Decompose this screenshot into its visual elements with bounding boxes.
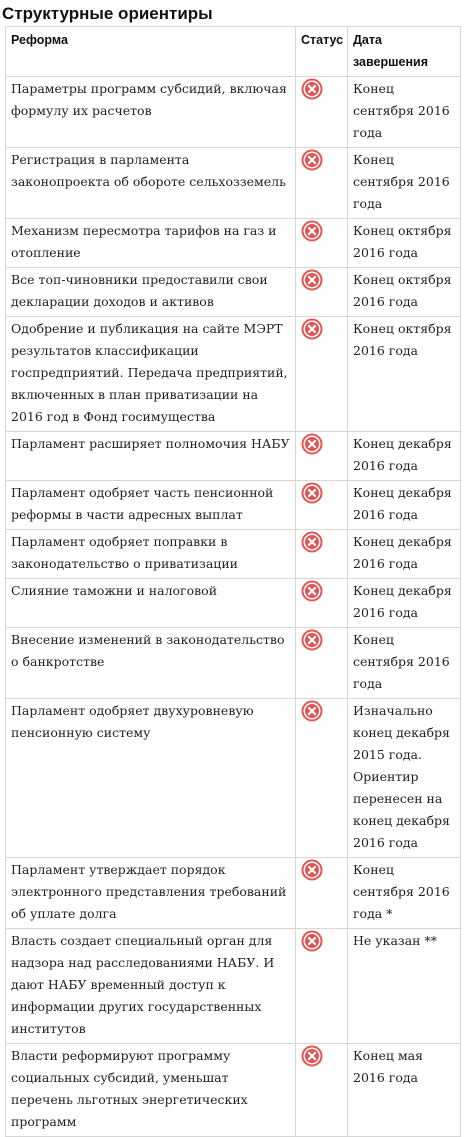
reform-cell: Механизм пересмотра тарифов на газ и отопление xyxy=(6,219,296,268)
red-cross-circle-icon xyxy=(301,700,323,722)
red-cross-circle-icon xyxy=(301,269,323,291)
table-row xyxy=(6,628,461,699)
reform-cell: Парламент утверждает порядок электронного представления требований об уплате долга xyxy=(6,858,296,929)
header-reform: Реформа xyxy=(6,27,296,77)
status-cell xyxy=(296,432,348,481)
status-cell xyxy=(296,530,348,579)
reform-cell: Все топ-чиновники предоставили свои декларации доходов и активов xyxy=(6,268,296,317)
date-cell: Конец сентября 2016 года xyxy=(348,628,461,699)
table-row xyxy=(6,317,461,432)
reform-cell: Власть создает специальный орган для надзора над расследованиями НАБУ. И дают НАБУ временный доступ к информации других государственных институтов xyxy=(6,929,296,1044)
red-cross-circle-icon xyxy=(301,930,323,952)
reform-cell: Парламент одобряет часть пенсионной реформы в части адресных выплат xyxy=(6,481,296,530)
status-cell xyxy=(296,148,348,219)
red-cross-circle-icon xyxy=(301,859,323,881)
date-cell: Не указан ** xyxy=(348,929,461,1044)
date-cell: Изначально конец декабря 2015 года. Ориентир перенесен на конец декабря 2016 года xyxy=(348,699,461,858)
table-row xyxy=(6,481,461,530)
table-row xyxy=(6,219,461,268)
date-cell: Конец октября 2016 года xyxy=(348,268,461,317)
date-cell: Конец сентября 2016 года xyxy=(348,148,461,219)
table-row xyxy=(6,699,461,858)
reform-cell: Внесение изменений в законодательство о банкротстве xyxy=(6,628,296,699)
red-cross-circle-icon xyxy=(301,149,323,171)
table-header-row xyxy=(6,27,461,77)
header-date: Дата завершения xyxy=(348,27,461,77)
table-row xyxy=(6,1044,461,1137)
table-row xyxy=(6,579,461,628)
red-cross-circle-icon xyxy=(301,531,323,553)
status-cell xyxy=(296,579,348,628)
date-cell: Конец сентября 2016 года xyxy=(348,77,461,148)
reform-cell: Параметры программ субсидий, включая формулу их расчетов xyxy=(6,77,296,148)
table-row xyxy=(6,77,461,148)
table-row xyxy=(6,530,461,579)
reform-cell: Парламент одобряет поправки в законодательство о приватизации xyxy=(6,530,296,579)
status-cell xyxy=(296,1044,348,1137)
date-cell: Конец декабря 2016 года xyxy=(348,579,461,628)
status-cell xyxy=(296,481,348,530)
red-cross-circle-icon xyxy=(301,1045,323,1067)
red-cross-circle-icon xyxy=(301,78,323,100)
date-cell: Конец декабря 2016 года xyxy=(348,481,461,530)
reform-cell: Регистрация в парламента законопроекта об обороте сельхозземель xyxy=(6,148,296,219)
status-cell xyxy=(296,317,348,432)
reform-cell: Парламент расширяет полномочия НАБУ xyxy=(6,432,296,481)
date-cell: Конец мая 2016 года xyxy=(348,1044,461,1137)
status-cell xyxy=(296,219,348,268)
date-cell: Конец октября 2016 года xyxy=(348,317,461,432)
table-row xyxy=(6,148,461,219)
status-cell xyxy=(296,628,348,699)
reform-cell: Одобрение и публикация на сайте МЭРТ результатов классификации госпредприятий. Передача предприятий, включенных в план приватизации на 2016 год в Фонд госимущества xyxy=(6,317,296,432)
header-status: Статус xyxy=(296,27,348,77)
status-cell xyxy=(296,268,348,317)
red-cross-circle-icon xyxy=(301,629,323,651)
date-cell: Конец декабря 2016 года xyxy=(348,530,461,579)
red-cross-circle-icon xyxy=(301,482,323,504)
date-cell: Конец октября 2016 года xyxy=(348,219,461,268)
reform-cell: Слияние таможни и налоговой xyxy=(6,579,296,628)
table-row xyxy=(6,432,461,481)
table-row xyxy=(6,929,461,1044)
status-cell xyxy=(296,858,348,929)
status-cell xyxy=(296,77,348,148)
status-cell xyxy=(296,929,348,1044)
red-cross-circle-icon xyxy=(301,433,323,455)
reform-cell: Парламент одобряет двухуровневую пенсионную систему xyxy=(6,699,296,858)
red-cross-circle-icon xyxy=(301,580,323,602)
date-cell: Конец сентября 2016 года * xyxy=(348,858,461,929)
reforms-table xyxy=(5,26,461,1137)
page-title: Структурные ориентиры xyxy=(2,4,213,23)
table-row xyxy=(6,268,461,317)
date-cell: Конец декабря 2016 года xyxy=(348,432,461,481)
red-cross-circle-icon xyxy=(301,220,323,242)
status-cell xyxy=(296,699,348,858)
table-row xyxy=(6,858,461,929)
red-cross-circle-icon xyxy=(301,318,323,340)
reform-cell: Власти реформируют программу социальных субсидий, уменьшат перечень льготных энергетических программ xyxy=(6,1044,296,1137)
